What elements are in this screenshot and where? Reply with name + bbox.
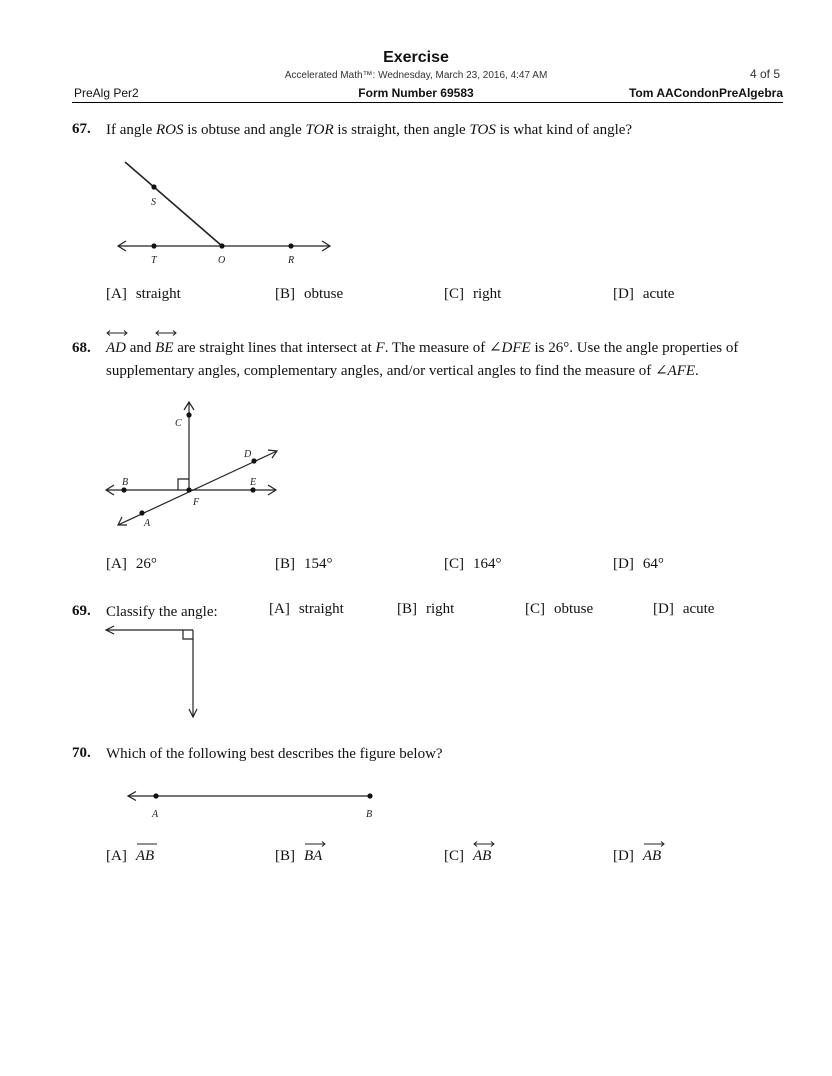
line-notation: AB [473, 848, 491, 865]
q70-choice-b[interactable]: [B] BA [275, 848, 322, 865]
student-name: Tom AACondonPreAlgebra [628, 86, 783, 100]
q69-choice-b[interactable]: [B] right [397, 601, 455, 617]
question-69-number: 69. [72, 603, 91, 619]
question-67-number: 67. [72, 121, 91, 137]
question-68-number: 68. [72, 340, 91, 356]
line-ad-notation: AD [106, 337, 126, 360]
question-68-text: AD and BE are straight lines that intersect at F. The measure of ∠DFE is 26°. Use the angle properties of supplementary angles, complementary angles, and/or vertical angles to find the measure of ∠AFE. [106, 337, 791, 383]
question-69-text: Classify the angle: [106, 604, 218, 620]
label-r: R [288, 255, 295, 266]
label-b: B [366, 809, 373, 820]
label-a: A [152, 809, 159, 820]
label-d: D [244, 449, 252, 460]
q67-choice-b[interactable]: [B] obtuse [275, 286, 344, 302]
question-70-text: Which of the following best describes the figure below? [106, 746, 443, 762]
q67-choice-a[interactable]: [A] straight [106, 286, 181, 302]
question-68-figure [100, 395, 290, 535]
q69-choice-a[interactable]: [A] straight [269, 601, 344, 617]
page-subtitle: Accelerated Math™: Wednesday, March 23, 2016, 4:47 AM [284, 70, 548, 81]
line-be-notation: BE [155, 337, 173, 360]
label-c: C [175, 418, 182, 429]
ray-notation: AB [643, 848, 661, 865]
q70-choice-c[interactable]: [C] AB [444, 848, 491, 865]
label-t: T [151, 255, 157, 266]
q67-choice-d[interactable]: [D] acute [613, 286, 675, 302]
class-name: PreAlg Per2 [74, 86, 139, 100]
question-70-number: 70. [72, 745, 91, 761]
label-a: A [144, 518, 151, 529]
q67-choice-c[interactable]: [C] right [444, 286, 502, 302]
q69-choice-d[interactable]: [D] acute [653, 601, 715, 617]
question-67-figure [100, 155, 350, 270]
label-e: E [250, 477, 257, 488]
q69-choice-c[interactable]: [C] obtuse [525, 601, 594, 617]
q68-choice-a[interactable]: [A] 26° [106, 556, 157, 572]
q70-choice-d[interactable]: [D] AB [613, 848, 661, 865]
label-f: F [193, 497, 200, 508]
label-s: S [151, 197, 156, 208]
question-70-figure [120, 783, 390, 825]
question-69-figure [100, 620, 210, 725]
page-number: 4 of 5 [749, 67, 780, 81]
q70-choice-a[interactable]: [A] AB [106, 848, 155, 864]
q68-choice-c[interactable]: [C] 164° [444, 556, 502, 572]
page-title: Exercise [383, 49, 449, 66]
label-o: O [218, 255, 226, 266]
form-number: Form Number 69583 [358, 86, 474, 100]
q68-choice-d[interactable]: [D] 64° [613, 556, 664, 572]
header-divider [72, 102, 783, 103]
label-b: B [122, 477, 129, 488]
segment-notation: AB [135, 848, 155, 864]
q68-choice-b[interactable]: [B] 154° [275, 556, 333, 572]
ray-notation: BA [304, 848, 322, 865]
question-67-text: If angle ROS is obtuse and angle TOR is straight, then angle TOS is what kind of angle? [106, 122, 633, 138]
